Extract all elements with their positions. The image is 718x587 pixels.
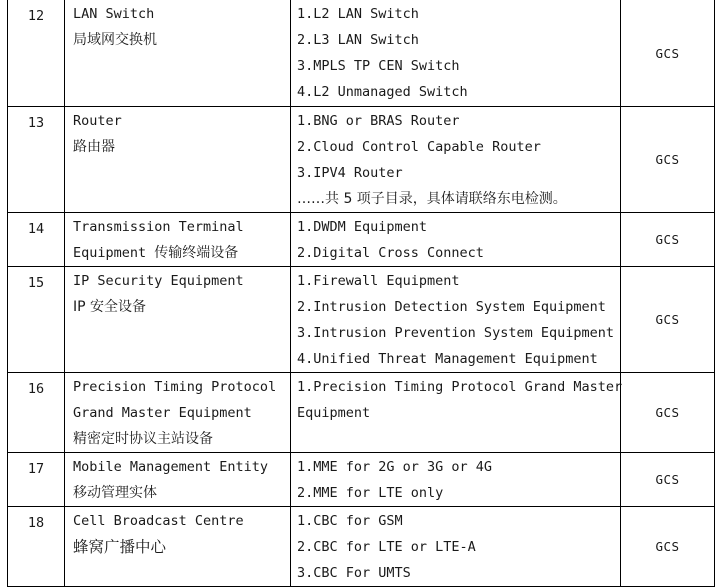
sub-item: 2.CBC for LTE or LTE-A [297,539,476,555]
row-number: 14 [8,213,65,267]
sub-item: 3.IPV4 Router [297,165,403,181]
sub-items-cell [291,213,621,267]
sub-item: 2.Digital Cross Connect [297,245,484,261]
product-name-en-cont: Grand Master Equipment [73,405,252,421]
product-name-zh: 路由器 [73,139,115,155]
product-name-en: Mobile Management Entity [73,459,269,475]
table-row [8,0,715,107]
row-number: 16 [8,373,65,453]
table-row [8,107,715,213]
category-cell: GCS [621,107,715,213]
sub-item: 3.MPLS TP CEN Switch [297,58,460,74]
category-cell: GCS [621,213,715,267]
product-name-en: LAN Switch [73,6,155,22]
sub-item: 4.Unified Threat Management Equipment [297,351,598,367]
sub-items-cell [291,107,621,213]
sub-items-cell [291,373,621,453]
table-row [8,453,715,507]
product-name-zh: 精密定时协议主站设备 [73,431,213,447]
sub-items-cell [291,453,621,507]
product-name-cell [65,107,291,213]
product-name-cell [65,453,291,507]
sub-item: 1.L2 LAN Switch [297,6,419,22]
sub-item: 2.L3 LAN Switch [297,32,419,48]
sub-item: 2.Intrusion Detection System Equipment [297,299,606,315]
product-name-en: Precision Timing Protocol [73,379,277,395]
category-cell: GCS [621,373,715,453]
product-name-zh: 传输终端设备 [154,245,239,261]
sub-items-cell [291,507,621,587]
row-number: 15 [8,267,65,373]
row-number: 12 [8,0,65,107]
table-row [8,373,715,453]
product-name-zh: 移动管理实体 [73,485,157,501]
category-cell: GCS [621,507,715,587]
certification-table [7,0,715,587]
sub-item: 2.MME for LTE only [297,485,444,501]
sub-item: 1.BNG or BRAS Router [297,113,460,129]
product-name-en: Cell Broadcast Centre [73,513,244,529]
category-cell: GCS [621,267,715,373]
sub-item: 3.Intrusion Prevention System Equipment [297,325,614,341]
product-name-zh: 蜂窝广播中心 [73,538,167,556]
product-name-en-cont: Equipment [73,245,147,261]
sub-item: 1.DWDM Equipment [297,219,428,235]
category-cell: GCS [621,0,715,107]
table-row [8,507,715,587]
row-number: 13 [8,107,65,213]
table-row [8,213,715,267]
sub-item: 4.L2 Unmanaged Switch [297,84,468,100]
sub-item: 2.Cloud Control Capable Router [297,139,541,155]
sub-item: 1.MME for 2G or 3G or 4G [297,459,493,475]
product-name-en: Router [73,113,122,129]
sub-item-cont: Equipment [297,405,371,421]
sub-item: 1.Precision Timing Protocol Grand Master [297,379,623,395]
product-name-cell [65,213,291,267]
table-row [8,267,715,373]
category-cell: GCS [621,453,715,507]
row-number: 18 [8,507,65,587]
product-name-cell [65,373,291,453]
sub-items-cell [291,267,621,373]
sub-items-cell [291,0,621,107]
sub-item: 1.Firewall Equipment [297,273,460,289]
product-name-zh: 局域网交换机 [73,32,157,48]
sub-item: 1.CBC for GSM [297,513,403,529]
product-name-en: IP Security Equipment [73,273,244,289]
product-name-zh: IP 安全设备 [73,299,147,315]
product-name-cell [65,0,291,107]
product-name-cell [65,267,291,373]
product-name-en: Transmission Terminal [73,219,244,235]
product-name-cell [65,507,291,587]
row-number: 17 [8,453,65,507]
sub-item-note: ……共 5 项子目录，具体请联络东电检测。 [297,191,567,207]
sub-item: 3.CBC For UMTS [297,565,411,581]
